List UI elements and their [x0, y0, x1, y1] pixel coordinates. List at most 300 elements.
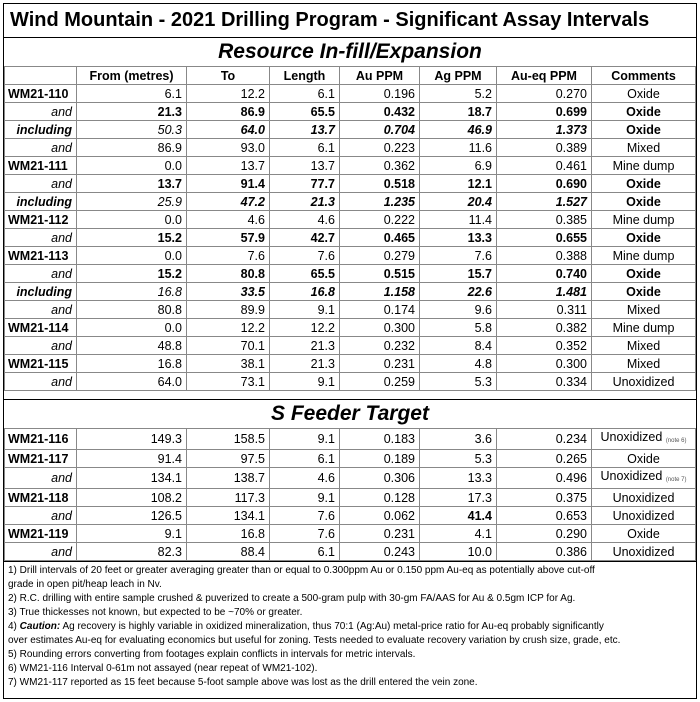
table-row: [5, 85, 696, 103]
comment-cell: [592, 489, 696, 507]
value-text: 0.234: [555, 432, 587, 446]
table-row: [5, 283, 696, 301]
value-text: 0.128: [383, 490, 415, 505]
value-text: 6.1: [317, 140, 335, 155]
value-cell: [187, 337, 270, 355]
value-cell: [270, 121, 340, 139]
value-text: 16.8: [310, 284, 335, 299]
value-cell: [77, 229, 187, 247]
value-text: 0.0: [164, 158, 182, 173]
value-text: 149.3: [150, 432, 182, 446]
value-cell: [77, 103, 187, 121]
footnote: [8, 620, 692, 634]
value-cell: [340, 193, 420, 211]
comment-cell: [592, 193, 696, 211]
interval-label: [5, 139, 77, 157]
value-cell: [340, 489, 420, 507]
interval-label: [5, 337, 77, 355]
value-cell: [497, 507, 592, 525]
table-row: [5, 319, 696, 337]
value-cell: [340, 301, 420, 319]
table-row: [5, 229, 696, 247]
value-text: 16.8: [157, 356, 182, 371]
comment-cell: [592, 450, 696, 468]
drill-hole-id: [5, 525, 77, 543]
table-row: [5, 211, 696, 229]
value-cell: [497, 525, 592, 543]
value-cell: [340, 429, 420, 450]
value-text: 9.6: [474, 302, 492, 317]
value-cell: [420, 103, 497, 121]
comment-text: Unoxidized: [600, 469, 663, 483]
value-text: 89.9: [240, 302, 265, 317]
value-cell: [77, 525, 187, 543]
table-row: [5, 193, 696, 211]
value-text: 64.0: [157, 374, 182, 389]
value-cell: [77, 193, 187, 211]
value-cell: [420, 543, 497, 561]
comment-text: Oxide: [626, 104, 661, 119]
value-text: 77.7: [310, 176, 335, 191]
value-text: 0.375: [555, 490, 587, 505]
comment-cell: [592, 103, 696, 121]
value-cell: [340, 373, 420, 391]
table-row: [5, 507, 696, 525]
value-cell: [270, 265, 340, 283]
value-text: 0.655: [555, 230, 587, 245]
value-text: 16.8: [157, 284, 182, 299]
value-text: 70.1: [240, 338, 265, 353]
value-text: 88.4: [240, 544, 265, 559]
value-text: 11.6: [468, 140, 492, 155]
value-cell: [340, 319, 420, 337]
value-text: 0.386: [555, 544, 587, 559]
value-text: 0.515: [383, 266, 415, 281]
value-text: 9.1: [317, 490, 335, 505]
value-cell: [77, 373, 187, 391]
value-text: 0.465: [383, 230, 415, 245]
value-cell: [340, 355, 420, 373]
footnote: 7) WM21-117 reported as 15 feet because 5-foot sample above was lost as the drill entered the vein zone.: [8, 677, 478, 688]
value-cell: [497, 429, 592, 450]
value-cell: [497, 157, 592, 175]
comment-cell: [592, 543, 696, 561]
value-cell: [497, 373, 592, 391]
value-text: 0.259: [383, 374, 415, 389]
drill-hole-id: [5, 85, 77, 103]
table-row: [5, 301, 696, 319]
table-row: [5, 157, 696, 175]
header-row: [5, 67, 696, 85]
interval-label: [5, 175, 77, 193]
value-cell: [340, 121, 420, 139]
drill-hole-id: [5, 489, 77, 507]
value-text: 0.189: [383, 451, 415, 466]
value-cell: [187, 450, 270, 468]
value-text: 0.279: [383, 248, 415, 263]
value-text: 18.7: [467, 104, 492, 119]
value-cell: [187, 543, 270, 561]
value-text: 0.231: [383, 526, 415, 541]
value-text: 20.4: [467, 194, 492, 209]
value-cell: [77, 265, 187, 283]
value-text: 86.9: [240, 104, 265, 119]
value-cell: [420, 247, 497, 265]
value-text: 10.0: [467, 544, 492, 559]
value-text: 0.183: [383, 432, 415, 446]
table-row: [5, 468, 696, 489]
comment-cell: [592, 211, 696, 229]
value-text: 64.0: [240, 122, 265, 137]
value-cell: [420, 450, 497, 468]
value-cell: [187, 211, 270, 229]
value-cell: [497, 265, 592, 283]
value-text: 57.9: [240, 230, 265, 245]
value-cell: [340, 229, 420, 247]
value-text: 9.1: [317, 302, 335, 317]
value-cell: [187, 525, 270, 543]
value-cell: [270, 525, 340, 543]
hole-id-text: WM21-111: [8, 158, 68, 173]
value-text: 0.223: [383, 140, 415, 155]
value-cell: [420, 507, 497, 525]
value-text: 13.7: [310, 158, 335, 173]
value-cell: [340, 247, 420, 265]
value-cell: [77, 175, 187, 193]
resource-rows: [5, 85, 696, 391]
header-cell: From (metres): [77, 67, 187, 85]
value-text: 0.389: [555, 140, 587, 155]
value-text: 50.3: [157, 122, 182, 137]
footnote: 1) Drill intervals of 20 feet or greater averaging greater than or equal to 0.300ppm Au or 0.150 ppm Au-eq as potentially above cut-off: [8, 565, 595, 576]
value-text: 6.9: [474, 158, 492, 173]
value-text: 41.4: [467, 508, 492, 523]
comment-cell: [592, 355, 696, 373]
value-cell: [497, 229, 592, 247]
value-text: 13.3: [467, 230, 492, 245]
value-text: 134.1: [233, 508, 265, 523]
comment-cell: [592, 139, 696, 157]
value-cell: [187, 429, 270, 450]
value-text: 6.1: [317, 86, 335, 101]
hole-id-text: WM21-117: [8, 451, 69, 466]
value-cell: [497, 139, 592, 157]
hole-id-text: WM21-115: [8, 356, 69, 371]
value-cell: [270, 85, 340, 103]
value-cell: [187, 139, 270, 157]
value-cell: [270, 373, 340, 391]
comment-text: Unoxidized: [600, 430, 663, 444]
value-text: 0.0: [164, 212, 182, 227]
table-row: [5, 543, 696, 561]
drill-hole-id: [5, 319, 77, 337]
value-cell: [420, 211, 497, 229]
value-cell: [270, 139, 340, 157]
page-title: Wind Mountain - 2021 Drilling Program - Significant Assay Intervals: [4, 4, 696, 38]
value-text: 0.432: [383, 104, 415, 119]
interval-label: [5, 265, 77, 283]
value-text: 0.699: [555, 104, 587, 119]
comment-text: Oxide: [627, 526, 660, 541]
table-row: [5, 489, 696, 507]
value-cell: [420, 429, 497, 450]
interval-label-text: including: [16, 194, 72, 209]
value-text: 9.1: [164, 526, 182, 541]
value-cell: [420, 489, 497, 507]
value-cell: [420, 193, 497, 211]
value-text: 0.290: [555, 526, 587, 541]
hole-id-text: WM21-113: [8, 248, 69, 263]
value-cell: [497, 85, 592, 103]
value-text: 13.3: [467, 471, 492, 485]
table-row: [5, 450, 696, 468]
interval-label: [5, 301, 77, 319]
footnote: 2) R.C. drilling with entire sample crushed & puverized to create a 500-gram pulp with 30-gm FA/AAS for Au & 0.5gm ICP for Ag.: [8, 593, 576, 604]
table-row: [5, 373, 696, 391]
value-text: 0.461: [555, 158, 587, 173]
value-cell: [77, 543, 187, 561]
value-cell: [270, 157, 340, 175]
value-text: 0.382: [555, 320, 587, 335]
comment-text: Oxide: [626, 284, 661, 299]
value-cell: [187, 489, 270, 507]
value-text: 1.373: [555, 122, 587, 137]
value-cell: [77, 489, 187, 507]
value-text: 22.6: [467, 284, 492, 299]
comment-note: (note 6): [665, 438, 687, 444]
value-cell: [270, 103, 340, 121]
hole-id-text: WM21-110: [8, 86, 69, 101]
value-text: 12.2: [310, 320, 335, 335]
value-text: 0.196: [383, 86, 415, 101]
table-row: [5, 525, 696, 543]
value-cell: [77, 468, 187, 489]
interval-label-text: including: [16, 284, 72, 299]
value-text: 97.5: [240, 451, 265, 466]
drill-hole-id: [5, 429, 77, 450]
comment-note: (note 7): [665, 477, 687, 483]
value-text: 0.311: [556, 302, 587, 317]
value-cell: [497, 301, 592, 319]
value-cell: [187, 468, 270, 489]
value-text: 25.9: [157, 194, 182, 209]
value-text: 9.1: [317, 432, 335, 446]
assay-table-resource: [4, 66, 696, 391]
value-cell: [270, 229, 340, 247]
footnotes: [4, 561, 696, 690]
value-text: 0.740: [555, 266, 587, 281]
footnote: 3) True thickesses not known, but expected to be ~70% or greater.: [8, 607, 303, 618]
value-text: 6.1: [317, 451, 335, 466]
assay-table-feeder: [4, 428, 696, 561]
comment-cell: [592, 319, 696, 337]
value-text: 0.388: [555, 248, 587, 263]
value-text: 0.704: [383, 122, 415, 137]
interval-label: [5, 283, 77, 301]
comment-cell: [592, 265, 696, 283]
value-cell: [497, 450, 592, 468]
value-text: 1.158: [383, 284, 415, 299]
comment-text: Unoxidized: [612, 490, 675, 505]
value-text: 0.231: [383, 356, 415, 371]
comment-cell: [592, 175, 696, 193]
value-text: 42.7: [310, 230, 335, 245]
comment-text: Unoxidized: [612, 508, 675, 523]
interval-label: [5, 543, 77, 561]
value-cell: [187, 507, 270, 525]
comment-cell: [592, 157, 696, 175]
value-text: 47.2: [240, 194, 265, 209]
comment-text: Oxide: [626, 122, 661, 137]
value-cell: [187, 247, 270, 265]
interval-label: [5, 121, 77, 139]
value-text: 5.8: [474, 320, 492, 335]
header-cell: [5, 67, 77, 85]
value-text: 0.232: [383, 338, 415, 353]
comment-text: Mine dump: [612, 158, 675, 173]
value-cell: [340, 103, 420, 121]
drill-hole-id: [5, 157, 77, 175]
value-text: 0.222: [383, 212, 415, 227]
comment-text: Mine dump: [612, 248, 675, 263]
value-text: 91.4: [157, 451, 182, 466]
value-text: 21.3: [157, 104, 182, 119]
value-cell: [420, 175, 497, 193]
value-text: 38.1: [240, 356, 265, 371]
value-text: 12.2: [240, 86, 265, 101]
value-text: 15.2: [157, 266, 182, 281]
value-text: 0.174: [383, 302, 415, 317]
interval-label: [5, 373, 77, 391]
value-text: 21.3: [310, 356, 335, 371]
comment-cell: [592, 468, 696, 489]
interval-label: [5, 507, 77, 525]
value-cell: [497, 121, 592, 139]
interval-label-text: and: [51, 302, 72, 317]
value-cell: [270, 429, 340, 450]
value-cell: [187, 121, 270, 139]
value-cell: [187, 265, 270, 283]
feeder-rows: [5, 429, 696, 561]
value-cell: [497, 283, 592, 301]
value-cell: [270, 489, 340, 507]
drill-hole-id: [5, 247, 77, 265]
value-cell: [420, 139, 497, 157]
value-text: 33.5: [240, 284, 265, 299]
value-cell: [187, 229, 270, 247]
interval-label-text: and: [51, 140, 72, 155]
value-cell: [497, 355, 592, 373]
value-cell: [187, 373, 270, 391]
value-text: 80.8: [240, 266, 265, 281]
value-cell: [340, 283, 420, 301]
footnote: grade in open pit/heap leach in Nv.: [8, 579, 162, 590]
comment-text: Mixed: [626, 338, 661, 353]
header-cell: To: [187, 67, 270, 85]
value-text: 13.7: [157, 176, 182, 191]
value-cell: [77, 283, 187, 301]
drill-hole-id: [5, 450, 77, 468]
interval-label-text: and: [51, 104, 72, 119]
comment-text: Mixed: [626, 302, 661, 317]
value-text: 80.8: [157, 302, 182, 317]
value-text: 5.3: [474, 374, 492, 389]
value-text: 17.3: [467, 490, 492, 505]
value-text: 138.7: [233, 471, 265, 485]
value-text: 0.362: [383, 158, 415, 173]
table-row: [5, 121, 696, 139]
value-text: 4.1: [474, 526, 492, 541]
comment-cell: [592, 429, 696, 450]
interval-label-text: and: [51, 338, 72, 353]
hole-id-text: WM21-118: [8, 490, 69, 505]
comment-text: Unoxidized: [612, 544, 675, 559]
value-cell: [420, 121, 497, 139]
value-cell: [77, 157, 187, 175]
value-cell: [420, 85, 497, 103]
value-text: 158.5: [233, 432, 265, 446]
value-text: 134.1: [150, 471, 182, 485]
comment-cell: [592, 373, 696, 391]
value-cell: [187, 355, 270, 373]
value-cell: [497, 247, 592, 265]
value-cell: [420, 337, 497, 355]
value-text: 7.6: [317, 508, 335, 523]
hole-id-text: WM21-119: [8, 526, 69, 541]
comment-text: Oxide: [626, 194, 661, 209]
value-text: 0.306: [383, 471, 415, 485]
value-text: 6.1: [164, 86, 182, 101]
value-cell: [497, 175, 592, 193]
comment-cell: [592, 247, 696, 265]
value-text: 16.8: [240, 526, 265, 541]
comment-cell: [592, 121, 696, 139]
value-text: 1.235: [383, 194, 415, 209]
value-cell: [270, 468, 340, 489]
drill-hole-id: [5, 355, 77, 373]
value-text: 93.0: [240, 140, 265, 155]
value-cell: [270, 337, 340, 355]
value-cell: [420, 157, 497, 175]
value-text: 4.6: [317, 212, 335, 227]
value-text: 0.300: [555, 356, 587, 371]
value-cell: [270, 543, 340, 561]
value-text: 91.4: [240, 176, 265, 191]
value-text: 126.5: [150, 508, 182, 523]
value-cell: [497, 337, 592, 355]
value-text: 13.7: [310, 122, 335, 137]
value-text: 1.481: [555, 284, 587, 299]
value-text: 11.4: [468, 212, 492, 227]
value-cell: [270, 301, 340, 319]
value-cell: [187, 319, 270, 337]
value-cell: [77, 211, 187, 229]
value-text: 108.2: [150, 490, 182, 505]
value-text: 0.496: [555, 471, 587, 485]
value-cell: [340, 139, 420, 157]
value-text: 0.653: [555, 508, 587, 523]
interval-label: [5, 103, 77, 121]
value-text: 0.334: [555, 374, 587, 389]
value-cell: [77, 450, 187, 468]
comment-text: Oxide: [627, 451, 660, 466]
interval-label-text: and: [51, 374, 72, 389]
value-cell: [340, 211, 420, 229]
value-cell: [340, 337, 420, 355]
value-text: 9.1: [317, 374, 335, 389]
value-text: 0.0: [164, 320, 182, 335]
value-cell: [77, 121, 187, 139]
